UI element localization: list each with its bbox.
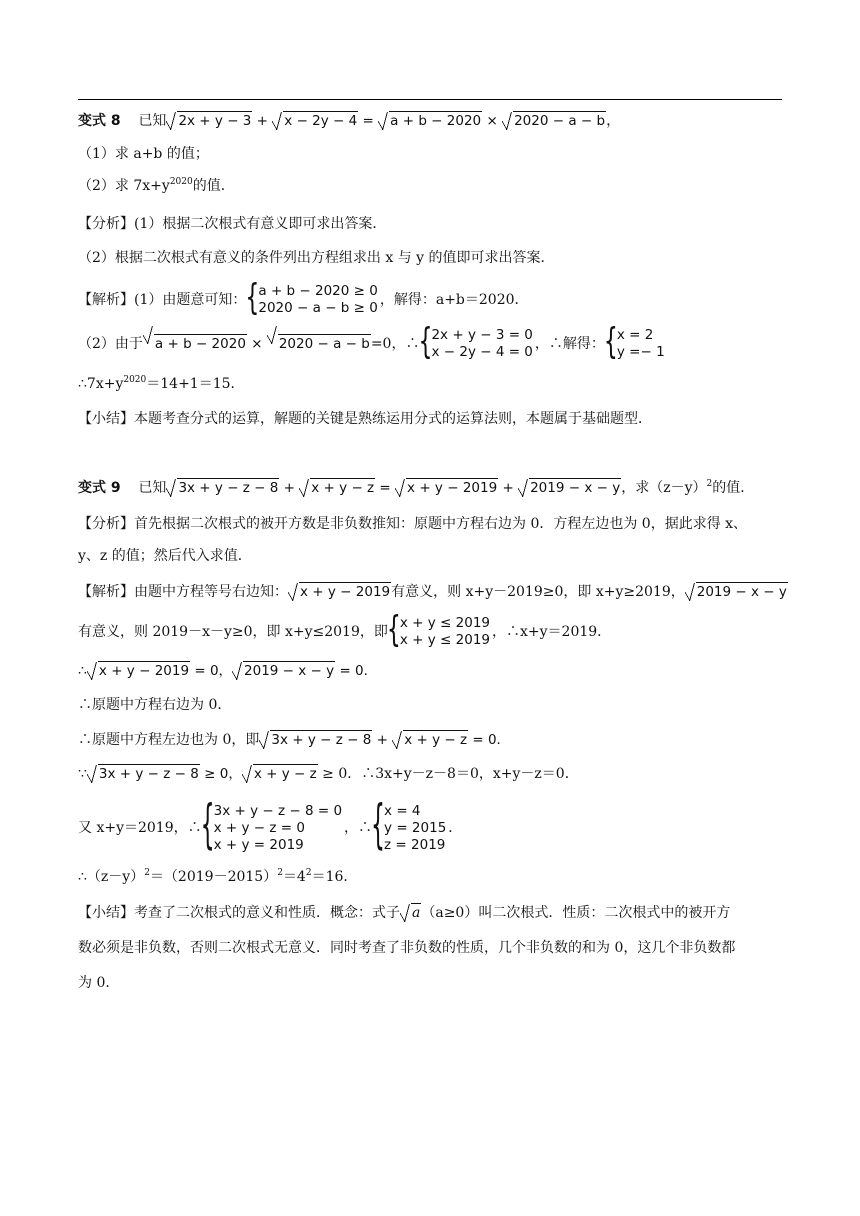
text: ＝14+1＝15．: [146, 376, 245, 392]
v8-summary: [78, 408, 652, 430]
text: (1）根据二次根式有意义即可求出答案．: [134, 216, 387, 232]
text: ≥ 0．∴3x+y－z－8＝0，x+y－z＝0．: [317, 766, 579, 782]
radicand: a: [412, 905, 421, 921]
radicand: a + b − 2020: [390, 113, 482, 129]
text: 考查了二次根式的意义和性质．概念：式子: [134, 905, 400, 921]
text: （a≥0）叫二次根式．性质：二次根式中的被开方: [421, 905, 731, 921]
section-label: 【解析】: [78, 584, 134, 600]
text: ＝（2019－2015）: [149, 869, 278, 885]
radical: [259, 729, 372, 751]
equation-system: [390, 615, 490, 649]
text: ，求（z－y）: [621, 480, 707, 496]
operator: +: [279, 480, 300, 496]
equation: y = 2015: [384, 819, 447, 836]
radicand: 3x + y − z − 8: [178, 480, 279, 496]
operator: +: [372, 732, 393, 748]
v9-summary-3: 为 0．: [78, 975, 120, 991]
radicand: 2019 − x − y: [696, 584, 787, 600]
v9-solution-1: [78, 581, 788, 603]
text: ∴原题中方程左边也为 0，即: [78, 732, 260, 748]
text: ∴（z－y）: [78, 869, 145, 885]
equation-system: [374, 803, 446, 854]
text: ∴: [78, 663, 87, 679]
v9-stem: [78, 477, 754, 499]
text: ，∴: [344, 820, 373, 836]
v8-stem: [78, 110, 620, 132]
equation-system: [248, 283, 377, 317]
radical: [272, 110, 358, 132]
superscript: 2: [277, 868, 283, 878]
superscript: 2020: [123, 375, 147, 385]
operator: =: [375, 480, 396, 496]
radicand: x + y − 2019: [98, 663, 190, 679]
v8-solution-2: [78, 324, 667, 364]
text: 本题考查分式的运算，解题的关键是熟练运用分式的运算法则，本题属于基础题型．: [134, 411, 652, 427]
v9-title: 变式 9: [78, 480, 121, 496]
equation: x + y ≤ 2019: [399, 632, 490, 648]
radicand: x + y − z: [311, 480, 375, 496]
text: = 0．: [335, 663, 378, 679]
v9-line-7: [78, 798, 462, 858]
text: 由题中方程等号右边知：: [134, 584, 288, 600]
radical: [166, 110, 252, 132]
superscript: 2: [144, 868, 150, 878]
equation-system: [607, 327, 665, 361]
v8-result: [78, 373, 245, 395]
radicand: a + b − 2020: [154, 336, 246, 352]
v9-solution-2: [78, 612, 611, 652]
equation: x − 2y − 4 = 0: [431, 344, 533, 360]
v9-analysis-2: y、z 的值；然后代入求值．: [78, 548, 252, 564]
superscript: 2: [305, 868, 312, 878]
text: （2）求 7x+y: [78, 178, 170, 194]
operator: =: [358, 113, 379, 129]
equation: { x + y ≤ 2019: [399, 615, 490, 631]
equation: { 3x + y − z − 8 = 0: [213, 802, 343, 819]
radical: [395, 477, 498, 499]
text: = 0．: [468, 732, 511, 748]
section-label: 【分析】: [78, 516, 134, 532]
radicand: x − 2y − 4: [284, 113, 358, 129]
equation: y =− 1: [616, 344, 665, 360]
text: ，∴解得：: [534, 336, 605, 352]
equation: { x = 2: [616, 327, 654, 343]
equation: { x = 4: [384, 802, 421, 819]
equation: 2020 − a − b ≥ 0: [258, 300, 378, 316]
radical: [378, 110, 482, 132]
equation: x + y − z = 0: [213, 819, 305, 836]
text: ≥ 0，: [199, 766, 242, 782]
equation: z = 2019: [384, 836, 446, 853]
radical: [143, 324, 247, 364]
operator: +: [252, 113, 273, 129]
radicand: 2x + y − 3: [178, 113, 252, 129]
v9-summary-2: 数必须是非负数，否则二次根式无意义．同时考查了非负数的性质，几个非负数的和为 0，这几个非负数都: [78, 940, 736, 956]
v8-q2: [78, 175, 235, 197]
section-label: 【分析】: [78, 216, 134, 232]
radical: [87, 660, 190, 682]
equation: { a + b − 2020 ≥ 0: [258, 283, 378, 299]
stem-text: 已知: [138, 480, 167, 496]
radical: [232, 660, 335, 682]
operator: ×: [246, 336, 267, 352]
radicand: 2019 − x − y: [244, 663, 335, 679]
stem-text: ，: [606, 113, 621, 129]
radical: [288, 581, 391, 603]
text: (1）由题意可知：: [134, 292, 247, 308]
radicand: 3x + y − z − 8: [98, 766, 199, 782]
text: 的值．: [192, 178, 235, 194]
operator: ×: [482, 113, 503, 129]
radical: [87, 763, 200, 785]
radical: [166, 477, 279, 499]
radical: [685, 581, 788, 603]
radical: [299, 477, 375, 499]
equation-system: [421, 327, 532, 361]
radicand: x + y − 2019: [407, 480, 498, 496]
text: 首先根据二次根式的被开方数是非负数推知：原题中方程右边为 0．方程左边也为 0，据此求得 x、: [134, 516, 748, 532]
text: ．: [448, 820, 463, 836]
v9-line-6: [78, 763, 579, 785]
header-rule: [78, 99, 782, 100]
text: = 0，: [190, 663, 233, 679]
text: ＝4: [282, 869, 306, 885]
v8-title: 变式 8: [78, 113, 121, 129]
v9-summary-1: [78, 902, 730, 924]
v9-analysis-1: [78, 513, 747, 535]
radical: [267, 324, 371, 364]
text: ∵: [78, 766, 87, 782]
section-label: 【小结】: [78, 411, 134, 427]
operator: +: [498, 480, 519, 496]
radicand: 2019 − x − y: [530, 480, 621, 496]
radicand: x + y − z: [253, 766, 317, 782]
text: ＝16．: [311, 869, 358, 885]
v9-line-4: ∴原题中方程右边为 0．: [78, 697, 232, 713]
text: ，∴x+y＝2019．: [492, 624, 612, 640]
stem-text: 已知: [138, 113, 167, 129]
text: 的值．: [712, 480, 755, 496]
text: 又 x+y＝2019，∴: [78, 820, 202, 836]
text: =0，∴: [370, 336, 420, 352]
v8-q1: （1）求 a+b 的值；: [78, 146, 209, 162]
v9-line-5: [78, 729, 510, 751]
section-label: 【解析】: [78, 292, 134, 308]
v8-solution-1: [78, 280, 529, 320]
radical: [502, 110, 606, 132]
radicand: x + y − z: [404, 732, 468, 748]
equation: { 2x + y − 3 = 0: [431, 327, 533, 343]
radical: [242, 763, 318, 785]
text: （2）由于: [78, 336, 143, 352]
radicand: x + y − 2019: [300, 584, 391, 600]
text: 有意义，则 x+y－2019≥0，即 x+y≥2019，: [391, 584, 685, 600]
equation-system: [204, 803, 342, 854]
radicand: 2020 − a − b: [514, 113, 606, 129]
v9-line-8: [78, 866, 357, 888]
superscript: 2: [706, 479, 713, 489]
text: 有意义，则 2019－x－y≥0，即 x+y≤2019，即: [78, 624, 388, 640]
radicand: 3x + y − z − 8: [271, 732, 372, 748]
superscript: 2020: [169, 177, 193, 187]
radical: [392, 729, 468, 751]
v9-line-3: [78, 660, 377, 682]
text: ∴7x+y: [78, 376, 124, 392]
radicand: 2020 − a − b: [278, 336, 370, 352]
equation: x + y = 2019: [213, 836, 304, 853]
v8-analysis-2: （2）根据二次根式有意义的条件列出方程组求出 x 与 y 的值即可求出答案．: [78, 250, 555, 266]
radical: [518, 477, 621, 499]
radical: [400, 902, 421, 924]
v8-analysis-1: [78, 213, 386, 235]
section-label: 【小结】: [78, 905, 134, 921]
text: ，解得：a+b＝2020．: [379, 292, 529, 308]
